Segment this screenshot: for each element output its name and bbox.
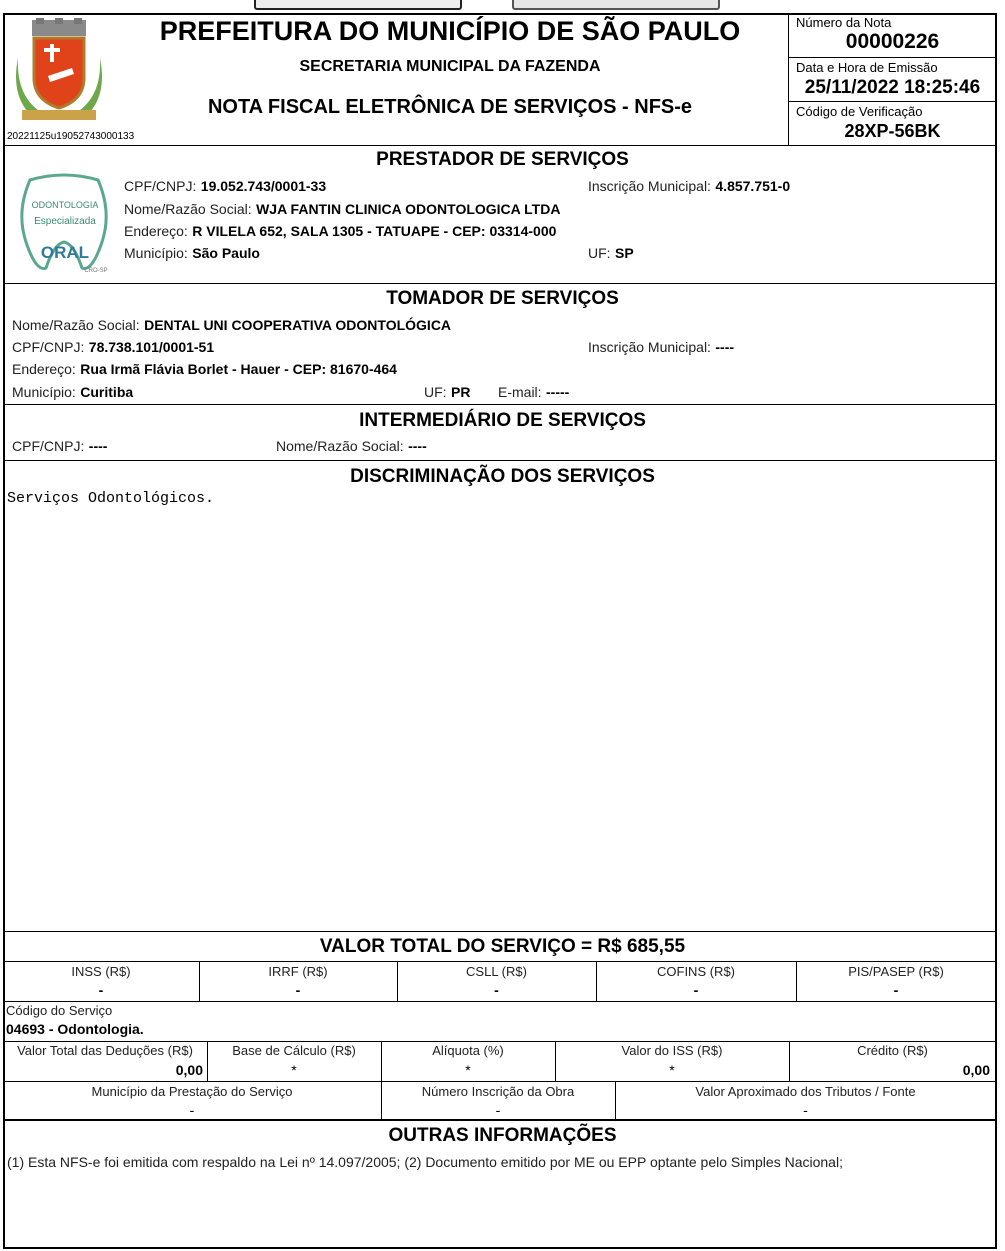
city-code: 20221125u19052743000133 xyxy=(7,131,135,142)
pis-value: - xyxy=(893,982,899,998)
tributos-label: Valor Aproximado dos Tributos / Fonte xyxy=(695,1084,916,1099)
intermediario-cpf: CPF/CNPJ: ---- xyxy=(12,438,108,454)
base-calculo-label: Base de Cálculo (R$) xyxy=(232,1043,356,1058)
csll-value: - xyxy=(494,982,499,998)
irrf-value: - xyxy=(295,982,301,998)
page-title: PREFEITURA DO MUNICÍPIO DE SÃO PAULO xyxy=(159,16,741,46)
pis-label: PIS/PASEP (R$) xyxy=(848,964,944,979)
tomador-uf: UF: PR xyxy=(424,384,471,400)
prestador-section-title: PRESTADOR DE SERVIÇOS xyxy=(376,149,629,170)
logo-line-2: Especializada xyxy=(34,216,96,227)
discriminacao-text: Serviços Odontológicos. xyxy=(7,490,215,507)
intermediario-section-title: INTERMEDIÁRIO DE SERVIÇOS xyxy=(359,410,646,431)
codigo-servico-value: 04693 - Odontologia. xyxy=(6,1021,144,1037)
discriminacao-section-title: DISCRIMINAÇÃO DOS SERVIÇOS xyxy=(350,466,655,487)
inss-label: INSS (R$) xyxy=(71,964,131,979)
cofins-value: - xyxy=(693,982,699,998)
deducoes-label: Valor Total das Deduções (R$) xyxy=(17,1043,193,1058)
prestador-endereco: Endereço: R VILELA 652, SALA 1305 - TATUAPE - CEP: 03314-000 xyxy=(124,223,557,239)
codigo-verificacao-label: Código de Verificação xyxy=(796,104,923,119)
credito-value: 0,00 xyxy=(962,1062,990,1078)
prestador-nome: Nome/Razão Social: WJA FANTIN CLINICA ODONTOLOGICA LTDA xyxy=(124,201,561,217)
outras-section-title: OUTRAS INFORMAÇÕES xyxy=(388,1125,617,1146)
prestador-inscricao: Inscrição Municipal: 4.857.751-0 xyxy=(588,178,791,194)
inss-value: - xyxy=(98,982,104,998)
tomador-municipio: Município: Curitiba xyxy=(12,384,134,400)
inscricao-obra-label: Número Inscrição da Obra xyxy=(421,1084,575,1099)
valor-total: VALOR TOTAL DO SERVIÇO = R$ 685,55 xyxy=(319,936,686,957)
tomador-email: E-mail: ----- xyxy=(498,384,570,400)
municipio-prestacao-label: Município da Prestação do Serviço xyxy=(91,1084,293,1099)
print-button[interactable] xyxy=(254,0,462,10)
sao-paulo-coat-of-arms xyxy=(14,18,104,126)
aliquota-label: Alíquota (%) xyxy=(432,1043,504,1058)
intermediario-nome: Nome/Razão Social: ---- xyxy=(276,438,427,454)
deducoes-value: 0,00 xyxy=(175,1062,203,1078)
inscricao-obra-value: - xyxy=(495,1102,501,1118)
cofins-label: COFINS (R$) xyxy=(657,964,735,979)
valor-iss-value: * xyxy=(669,1062,675,1078)
tomador-nome: Nome/Razão Social: DENTAL UNI COOPERATIVA ODONTOLÓGICA xyxy=(12,317,452,333)
csll-label: CSLL (R$) xyxy=(466,964,527,979)
outras-text: (1) Esta NFS-e foi emitida com respaldo na Lei nº 14.097/2005; (2) Documento emitido por ME ou EPP optante pelo Simples Nacional; xyxy=(7,1154,843,1170)
aliquota-value: * xyxy=(465,1062,471,1078)
numero-nota-label: Número da Nota xyxy=(796,15,892,30)
tomador-inscricao: Inscrição Municipal: ---- xyxy=(588,339,735,355)
tomador-section-title: TOMADOR DE SERVIÇOS xyxy=(386,288,619,309)
logo-line-4: CRO-SP xyxy=(84,268,108,274)
credito-label: Crédito (R$) xyxy=(857,1043,928,1058)
data-emissao-label: Data e Hora de Emissão xyxy=(796,60,938,75)
logo-line-1: ODONTOLOGIA xyxy=(31,200,99,210)
valor-iss-label: Valor do ISS (R$) xyxy=(621,1043,723,1058)
document-title: NOTA FISCAL ELETRÔNICA DE SERVIÇOS - NFS-e xyxy=(207,96,693,118)
data-emissao-value: 25/11/2022 18:25:46 xyxy=(804,77,981,98)
tomador-endereco: Endereço: Rua Irmã Flávia Borlet - Hauer - CEP: 81670-464 xyxy=(12,361,397,377)
tomador-cpf: CPF/CNPJ: 78.738.101/0001-51 xyxy=(12,339,215,355)
prestador-cpf: CPF/CNPJ: 19.052.743/0001-33 xyxy=(124,178,327,194)
base-calculo-value: * xyxy=(291,1062,297,1078)
logo-line-3: ORAL xyxy=(40,243,90,262)
irrf-label: IRRF (R$) xyxy=(268,964,328,979)
numero-nota-value: 00000226 xyxy=(845,30,940,53)
export-button[interactable] xyxy=(512,0,720,10)
page-subtitle: SECRETARIA MUNICIPAL DA FAZENDA xyxy=(299,58,601,75)
codigo-servico-label: Código do Serviço xyxy=(6,1003,113,1018)
municipio-prestacao-value: - xyxy=(189,1102,195,1118)
prestador-municipio: Município: São Paulo xyxy=(124,245,260,261)
tributos-value: - xyxy=(803,1102,808,1118)
prestador-uf: UF: SP xyxy=(588,245,634,261)
prestador-logo xyxy=(16,172,114,276)
codigo-verificacao-value: 28XP-56BK xyxy=(844,121,941,141)
